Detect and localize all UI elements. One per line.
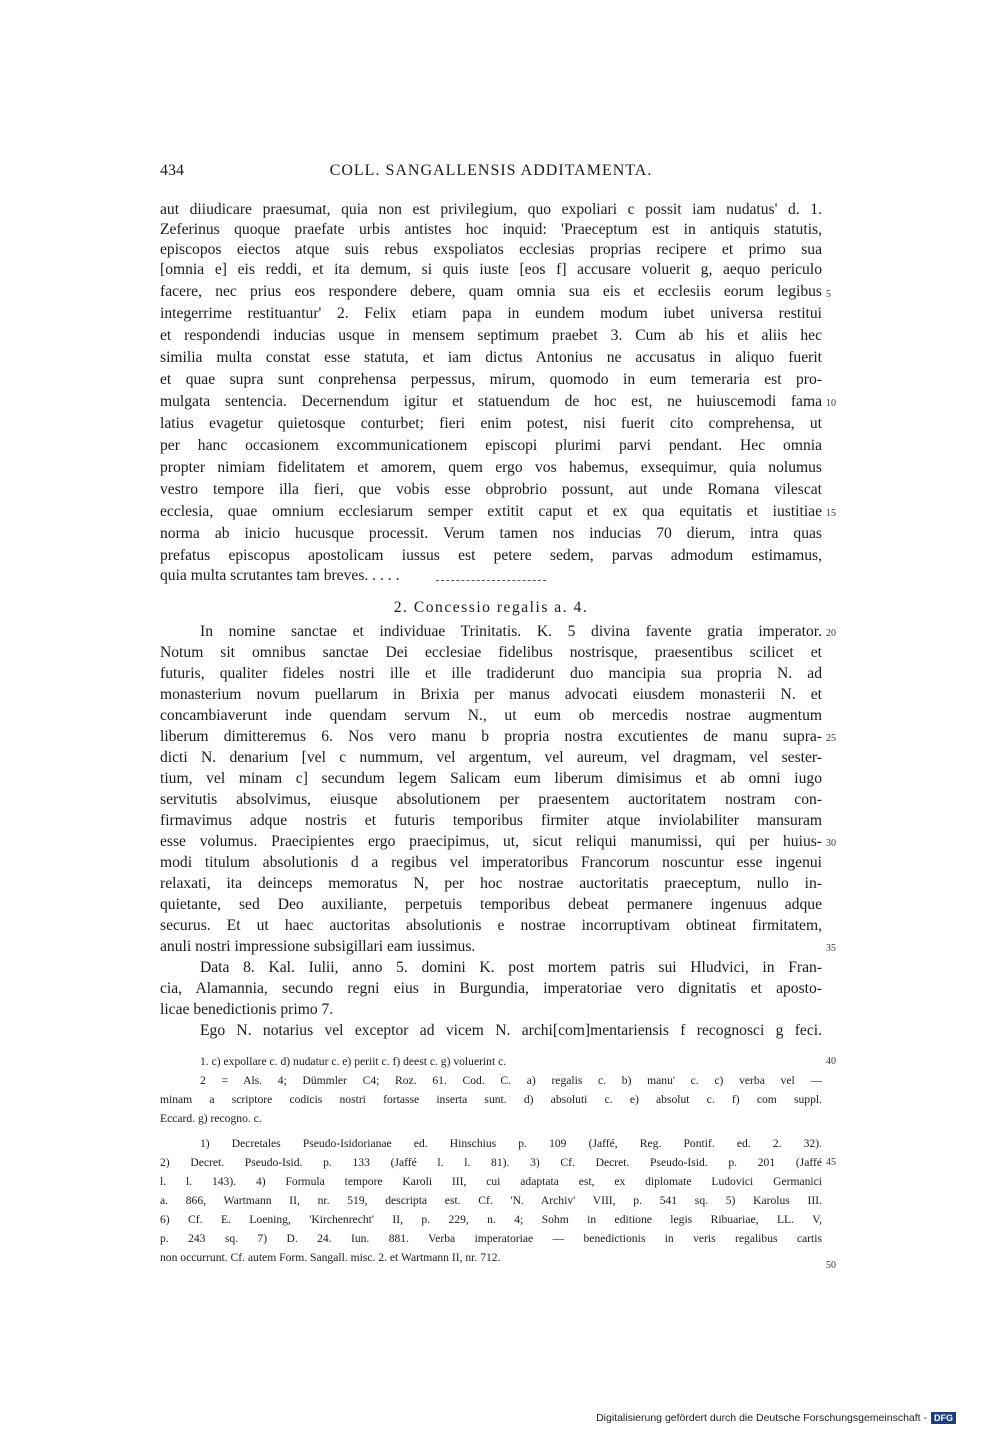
apparatus-line: 2 = Als. 4; Dümmler C4; Roz. 61. Cod. C. a) regalis c. b) manu' c. c) verba vel — <box>200 1074 822 1087</box>
body-line: tium, vel minam c] secundum legem Salicam eum liberum dimisimus et ab omni iugo <box>160 770 822 787</box>
margin-line-number: 30 <box>826 838 836 849</box>
body-line: anuli nostri impressione subsigillari eam iussimus. <box>160 938 476 955</box>
body-line: norma ab inicio hucusque processit. Verum tamen nos inducias 70 dierum, intra quas <box>160 525 822 542</box>
body-line: servitutis absolvimus, eiusque absolutionem per praesentem auctoritatem nostram con- <box>160 791 822 808</box>
body-line: prefatus episcopus apostolicam iussus est petere sedem, parvas admodum estimamus, <box>160 547 822 564</box>
body-line: vestro tempore illa fieri, que vobis esse obprobrio possunt, aut unde Romana vilescat <box>160 481 822 498</box>
body-line: relaxati, ita deinceps memoratus N, per hoc nostrae auctoritatis praeceptum, nullo in- <box>160 875 822 892</box>
body-line: et respondendi inducias usque in mensem septimum praebet 3. Cum ab his et aliis hec <box>160 327 822 344</box>
note-line: 6) Cf. E. Loening, 'Kirchenrecht' II, p. 229, n. 4; Sohm in editione legis Ribuariae, LL. V, <box>160 1213 822 1226</box>
note-line: non occurrunt. Cf. autem Form. Sangall. misc. 2. et Wartmann II, nr. 712. <box>160 1251 501 1264</box>
body-line: per hanc occasionem excommunicationem episcopi plurimi parvi pendant. Hec omnia <box>160 437 822 454</box>
body-line: aut diiudicare praesumat, quia non est privilegium, quo expoliari c possit iam nudatus' d. 1. <box>160 201 822 218</box>
body-line: liberum dimitteremus 6. Nos vero manu b propria nostra excutientes de manu supra- <box>160 728 822 745</box>
running-title: COLL. SANGALLENSIS ADDITAMENTA. <box>329 162 653 179</box>
note-line: a. 866, Wartmann II, nr. 519, descripta est. Cf. 'N. Archiv' VIII, p. 541 sq. 5) Karolus III. <box>160 1194 822 1207</box>
body-line: cia, Alamannia, secundo regni eius in Burgundia, imperatoriae vero dignitatis et aposto- <box>160 980 822 997</box>
body-line: In nomine sanctae et individuae Trinitatis. K. 5 divina favente gratia imperator. <box>200 623 822 640</box>
body-line: firmavimus adque nostris et futuris temporibus firmiter atque inviolabiliter mansuram <box>160 812 822 829</box>
margin-line-number: 15 <box>826 508 836 519</box>
margin-line-number: 10 <box>826 398 836 409</box>
digitization-credit <box>596 1412 956 1424</box>
body-line: modi titulum absolutionis d a regibus vel imperatoribus Francorum noscuntur esse ingenui <box>160 854 822 871</box>
note-line: 1) Decretales Pseudo-Isidorianae ed. Hinschius p. 109 (Jaffé, Reg. Pontif. ed. 2. 32). <box>200 1137 822 1150</box>
note-line: l. l. 143). 4) Formula tempore Karoli III, cui adaptata est, ex diplomate Ludovici Germanici <box>160 1175 822 1188</box>
body-line: Ego N. notarius vel exceptor ad vicem N. archi[com]mentariensis f recognosci g feci. <box>200 1022 822 1039</box>
body-line: quietante, sed Deo auxiliante, perpetuis temporibus debeat permanere ingenuus adque <box>160 896 822 913</box>
note-line: 2) Decret. Pseudo-Isid. p. 133 (Jaffé l. l. 81). 3) Cf. Decret. Pseudo-Isid. p. 201 (Jaffé <box>160 1156 822 1169</box>
body-line: propter nimiam fidelitatem et amorem, quem ergo vos habemus, exsequimur, quia nolumus <box>160 459 822 476</box>
body-line: licae benedictionis primo 7. <box>160 1001 334 1018</box>
body-line: latius evagetur quietosque conturbet; fieri enim potest, nisi fuerit cito comprehensa, ut <box>160 415 822 432</box>
margin-line-number: 45 <box>826 1157 836 1168</box>
page-number: 434 <box>160 162 184 179</box>
body-line: integerrime restituantur' 2. Felix etiam papa in eundem modum iubet universa restitui <box>160 305 822 322</box>
margin-line-number: 40 <box>826 1056 836 1067</box>
credit-text: Digitalisierung gefördert durch die Deutsche Forschungsgemeinschaft - <box>596 1412 927 1424</box>
margin-line-number: 20 <box>826 628 836 639</box>
apparatus-line: Eccard. g) recogno. c. <box>160 1112 262 1125</box>
margin-line-number: 50 <box>826 1260 836 1271</box>
margin-line-number: 35 <box>826 943 836 954</box>
body-line: et quae supra sunt conprehensa perpessus, mirum, quomodo in eum temeraria est pro- <box>160 371 822 388</box>
body-line: dicti N. denarium [vel c nummum, vel argentum, vel aureum, vel dragmam, vel sester- <box>160 749 822 766</box>
body-line: esse volumus. Praecipientes ergo praecipimus, ut, sicut reliqui manumissi, qui per huius- <box>160 833 822 850</box>
dfg-logo: DFG <box>931 1412 956 1424</box>
body-line: [omnia e] eis reddi, et ita demum, si quis iuste [eos f] accusare voluerit g, aequo periculo <box>160 261 822 278</box>
body-line: ecclesia, quae omnium ecclesiarum semper extitit caput et ex qua equitatis et iustitiae <box>160 503 822 520</box>
body-line: quia multa scrutantes tam breves. . . . . <box>160 567 400 584</box>
body-line: Zeferinus quoque praefate urbis antistes hoc inquid: 'Praeceptum est in antiquis statutis, <box>160 221 822 238</box>
apparatus-line: 1. c) expollare c. d) nudatur c. e) periit c. f) deest c. g) voluerint c. <box>200 1055 507 1068</box>
margin-line-number: 5 <box>826 289 831 300</box>
note-line: p. 243 sq. 7) D. 24. Iun. 881. Verba imperatoriae — benedictionis in veris regalibus cartis <box>160 1232 822 1245</box>
running-header <box>160 162 822 184</box>
body-line: mulgata sentencia. Decernendum igitur et statuendum de hoc est, ne huiuscemodi fama <box>160 393 822 410</box>
body-line: facere, nec prius eos respondere debere, quam omnia sua eis et ecclesiis eorum legibus <box>160 283 822 300</box>
body-line: monasterium novum puellarum in Brixia per manus advocati eiusdem monasterii N. et <box>160 686 822 703</box>
body-line: concambiaverunt inde quendam servum N., ut eum ob mercedis nostrae augmentum <box>160 707 822 724</box>
section-title: 2. Concessio regalis a. 4. <box>393 599 589 616</box>
body-line: securus. Et ut haec auctoritas absolutionis e nostrae incorruptivam obtineat firmitatem, <box>160 917 822 934</box>
section-divider <box>436 580 546 581</box>
body-line: Data 8. Kal. Iulii, anno 5. domini K. post mortem patris sui Hludvici, in Fran- <box>200 959 822 976</box>
body-line: futuris, qualiter fideles nostri ille et ille tradiderunt duo mancipia sua propria N. ad <box>160 665 822 682</box>
body-line: similia multa constat esse statuta, et iam dictus Antonius ne accusatus in aliquo fuerit <box>160 349 822 366</box>
body-line: episcopos eiectos atque suis rebus exspoliatos ecclesias proprias recipere et primo sua <box>160 241 822 258</box>
apparatus-line: minam a scriptore codicis nostri fortasse inserta sunt. d) absoluti c. e) absolut c. f) com suppl. <box>160 1093 822 1106</box>
margin-line-number: 25 <box>826 733 836 744</box>
body-line: Notum sit omnibus sanctae Dei ecclesiae fidelibus nostrisque, praesentibus scilicet et <box>160 644 822 661</box>
